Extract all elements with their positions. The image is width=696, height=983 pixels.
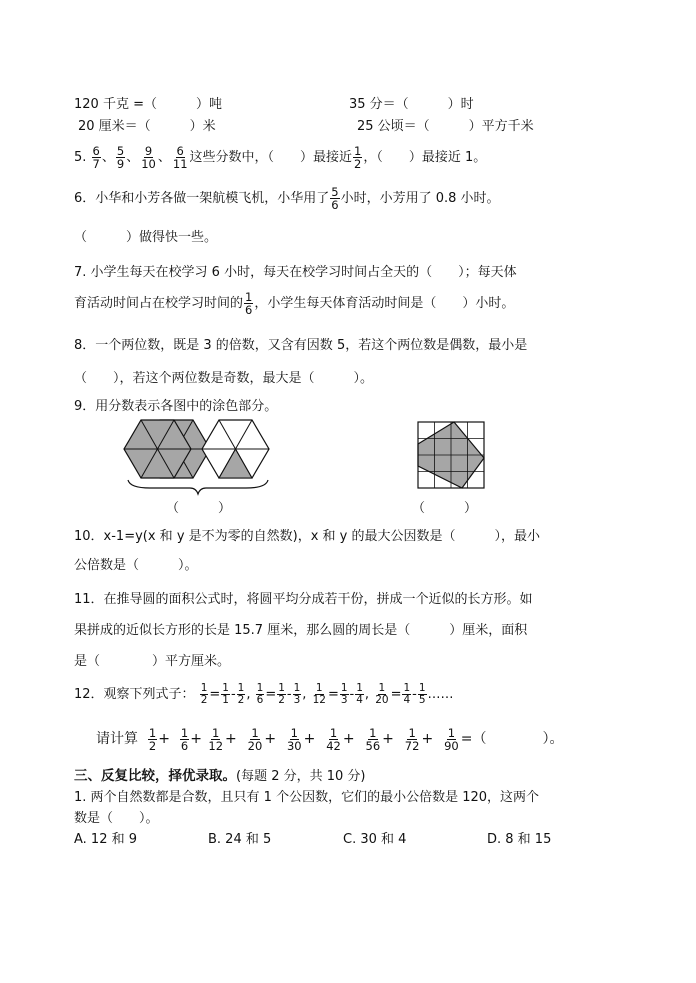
- fraction: $\frac{5}{9}$: [116, 144, 125, 171]
- question-11-line2: 果拼成的近似长方形的长是 15.7 厘米，那么圆的周长是（ ）厘米，面积: [74, 623, 528, 638]
- section-3-heading: [74, 767, 366, 786]
- question-10-line1: 10．x-1=y(x 和 y 是不为零的自然数)，x 和 y 的最大公因数是（ ），最小: [74, 529, 540, 544]
- question-12-calc: 请计算 $\frac{1}{2}$ + $\frac{1}{6}$ + $\frac{1}{12}$ + $\frac{1}{20}$ + $\frac{1}{30}$ + $\frac{1}{42}$ + $\frac{1}{56}$ + $\frac{1}{72}$ + $\frac{1}{90}$ =（ ）。: [96, 725, 564, 753]
- fraction: $\frac{1}{6}$: [245, 290, 253, 317]
- option-c: C. 30 和 4: [343, 832, 407, 847]
- question-6-answer: （ ）做得快一些。: [74, 230, 218, 245]
- brace: [128, 480, 268, 494]
- hexagon-shaded-figure: [143, 420, 210, 478]
- option-d: D. 8 和 15: [487, 832, 552, 847]
- conv-ha-km2: 25 公顷＝（ ）平方千米: [357, 119, 534, 134]
- grid-shaded-figure: [418, 422, 484, 488]
- s3-question-1-line2: 数是（ ）。: [74, 811, 159, 826]
- hexagon-2-figure: [202, 420, 269, 478]
- option-a: A. 12 和 9: [74, 832, 138, 847]
- question-9-line1: 9．用分数表示各图中的涂色部分。: [74, 399, 278, 414]
- question-8-line1: 8．一个两位数，既是 3 的倍数，又含有因数 5，若这个两位数是偶数，最小是: [74, 338, 528, 353]
- question-5: 5. $\frac{6}{7}$ 、 $\frac{5}{9}$ 、 $\frac{9}{10}$ 、 $\frac{6}{11}$ 这些分数中，（ ）最接近 $\frac{1}{2}$ ，（ ）最接近 1。: [74, 144, 487, 171]
- section-title: 三、反复比较，择优录取。: [74, 768, 236, 784]
- fraction: $\frac{5}{6}$: [331, 185, 339, 212]
- fraction: $\frac{6}{7}$: [92, 144, 100, 171]
- hexagon-1-figure: [124, 420, 191, 478]
- option-b: B. 24 和 5: [208, 832, 272, 847]
- conv-min-hour: 35 分＝（ ）时: [349, 97, 474, 112]
- question-7-line2: 育活动时间占在校学习时间的 $\frac{1}{6}$ ，小学生每天体育活动时间是（ ）小时。: [74, 290, 515, 317]
- calc-label: 请计算: [96, 731, 138, 747]
- question-11-line1: 11．在推导圆的面积公式时，将圆平均分成若干份，拼成一个近似的长方形。如: [74, 592, 533, 607]
- question-6: 6．小华和小芳各做一架航模飞机，小华用了 $\frac{5}{6}$ 小时，小芳用了 0.8 小时。: [74, 185, 500, 212]
- q5-number: 5.: [74, 150, 87, 165]
- q9-answer-1: （ ）: [166, 501, 232, 516]
- q9-answer-2: （ ）: [412, 501, 478, 516]
- conv-kg-ton: 120 千克 =（ ）吨: [74, 97, 222, 112]
- fraction: $\frac{6}{11}$: [172, 144, 188, 171]
- section-note: (每题 2 分，共 10 分): [236, 769, 366, 784]
- question-8-line2: （ ），若这个两位数是奇数，最大是（ ）。: [74, 371, 374, 386]
- question-12-line1: 12．观察下列式子： $\frac{1}{2}$ = $\frac{1}{1}$ - $\frac{1}{2}$ , $\frac{1}{6}$ = $\frac{1}{2}$ - $\frac{1}{3}$ , $\frac{1}{12}$ = $\frac{1}{3}$ - $\frac{1}{4}$ , $\frac{1}{20}$ = $\frac{1}{4}$ - $\frac{1}{5}$ ……: [74, 682, 454, 706]
- s3-question-1-line1: 1. 两个自然数都是合数，且只有 1 个公因数，它们的最小公倍数是 120，这两个: [74, 790, 540, 805]
- question-11-line3: 是（ ）平方厘米。: [74, 654, 231, 669]
- question-7-line1: 7. 小学生每天在校学习 6 小时，每天在校学习时间占全天的（ ）；每天体: [74, 265, 517, 280]
- question-10-line2: 公倍数是（ ）。: [74, 558, 198, 573]
- fraction: $\frac{9}{10}$: [141, 144, 156, 171]
- conv-cm-m: 20 厘米＝（ ）米: [78, 119, 216, 134]
- fraction-half: $\frac{1}{2}$: [354, 144, 362, 171]
